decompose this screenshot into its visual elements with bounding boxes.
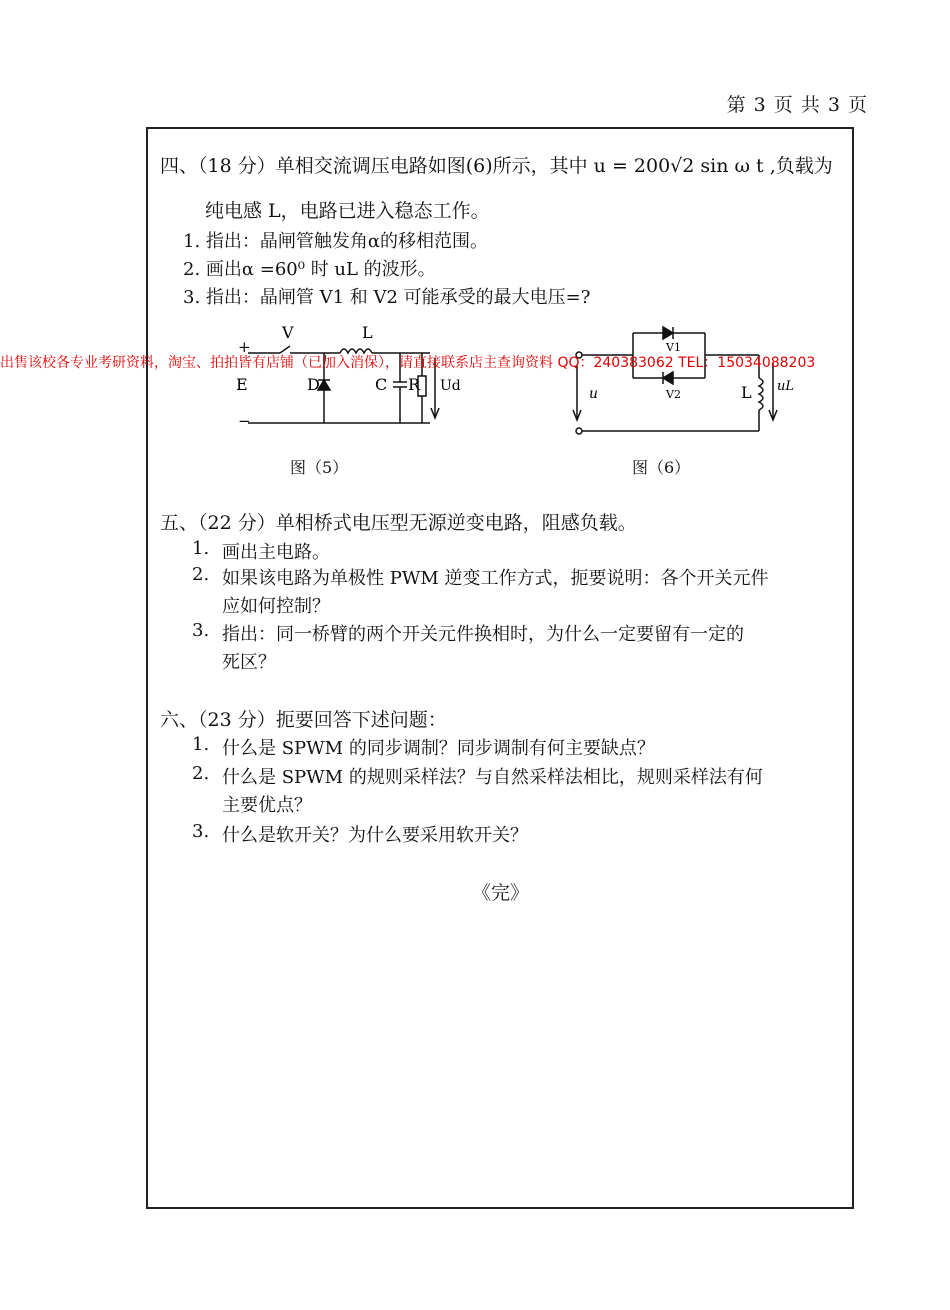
q6-title: 六、（23 分）扼要回答下述问题： (160, 709, 447, 731)
q6-item-2-no: 2. (192, 763, 210, 784)
fig5-V-label: V (282, 323, 294, 342)
fig5-minus-label: − (238, 412, 251, 430)
fig5-C-label: C (375, 375, 388, 394)
q6-item-3-text: 什么是软开关？为什么要采用软开关？ (222, 825, 528, 846)
end-mark: 《完》 (472, 882, 530, 904)
fig5-L-label: L (362, 323, 373, 342)
fig6-uL-label: uL (777, 379, 795, 394)
fig5-E-label: E (236, 375, 248, 394)
q5-item-2-line2: 应如何控制？ (222, 596, 330, 617)
q5-title: 五、（22 分）单相桥式电压型无源逆变电路，阻感负载。 (160, 512, 637, 534)
fig6-V2-label: V2 (666, 388, 681, 401)
q4-title-cont: 纯电感 L，电路已进入稳态工作。 (205, 200, 490, 222)
q4-item-2: 2. 画出α =60⁰ 时 uL 的波形。 (183, 259, 436, 280)
q6-item-3-no: 3. (192, 821, 210, 842)
q5-item-1-text: 画出主电路。 (222, 542, 330, 563)
fig6-L-label: L (741, 383, 752, 402)
fig5-D-label: D (307, 375, 320, 394)
q5-item-3-no: 3. (192, 620, 210, 641)
watermark-banner: 出售该校各专业考研资料，淘宝、拍拍皆有店铺（已加入消保），请直接联系店主查询资料 QQ：240383062 TEL：15034088203 (0, 355, 816, 371)
q5-item-2-no: 2. (192, 564, 210, 585)
q4-item-3: 3. 指出：晶闸管 V1 和 V2 可能承受的最大电压=? (183, 287, 591, 308)
q5-item-3-line1: 指出：同一桥臂的两个开关元件换相时，为什么一定要留有一定的 (222, 624, 744, 645)
fig5-R-label: R (408, 375, 421, 394)
q6-item-2-line1: 什么是 SPWM 的规则采样法？与自然采样法相比，规则采样法有何 (222, 767, 763, 788)
figure-5-caption: 图（5） (290, 458, 349, 477)
figure-6-caption: 图（6） (632, 458, 691, 477)
fig6-u-label: u (589, 386, 599, 402)
q5-item-1-no: 1. (192, 538, 210, 559)
q5-item-3-line2: 死区？ (222, 652, 276, 673)
q4-title: 四、（18 分）单相交流调压电路如图(6)所示，其中 u = 200√2 sin ω t ,负载为 (160, 155, 833, 177)
fig5-plus-label: + (238, 338, 251, 356)
fig6-V1-label: V1 (666, 341, 681, 354)
figure-6-circuit (565, 318, 795, 443)
q6-item-2-line2: 主要优点？ (222, 795, 312, 816)
q4-item-1: 1. 指出：晶闸管触发角α的移相范围。 (183, 231, 489, 252)
page-indicator: 第 3 页 共 3 页 (726, 94, 868, 116)
q6-item-1-text: 什么是 SPWM 的同步调制？同步调制有何主要缺点？ (222, 738, 655, 759)
q6-item-1-no: 1. (192, 734, 210, 755)
q5-item-2-line1: 如果该电路为单极性 PWM 逆变工作方式，扼要说明：各个开关元件 (222, 568, 769, 589)
fig5-Ud-label: Ud (440, 378, 461, 394)
figure-5-circuit (230, 318, 461, 443)
